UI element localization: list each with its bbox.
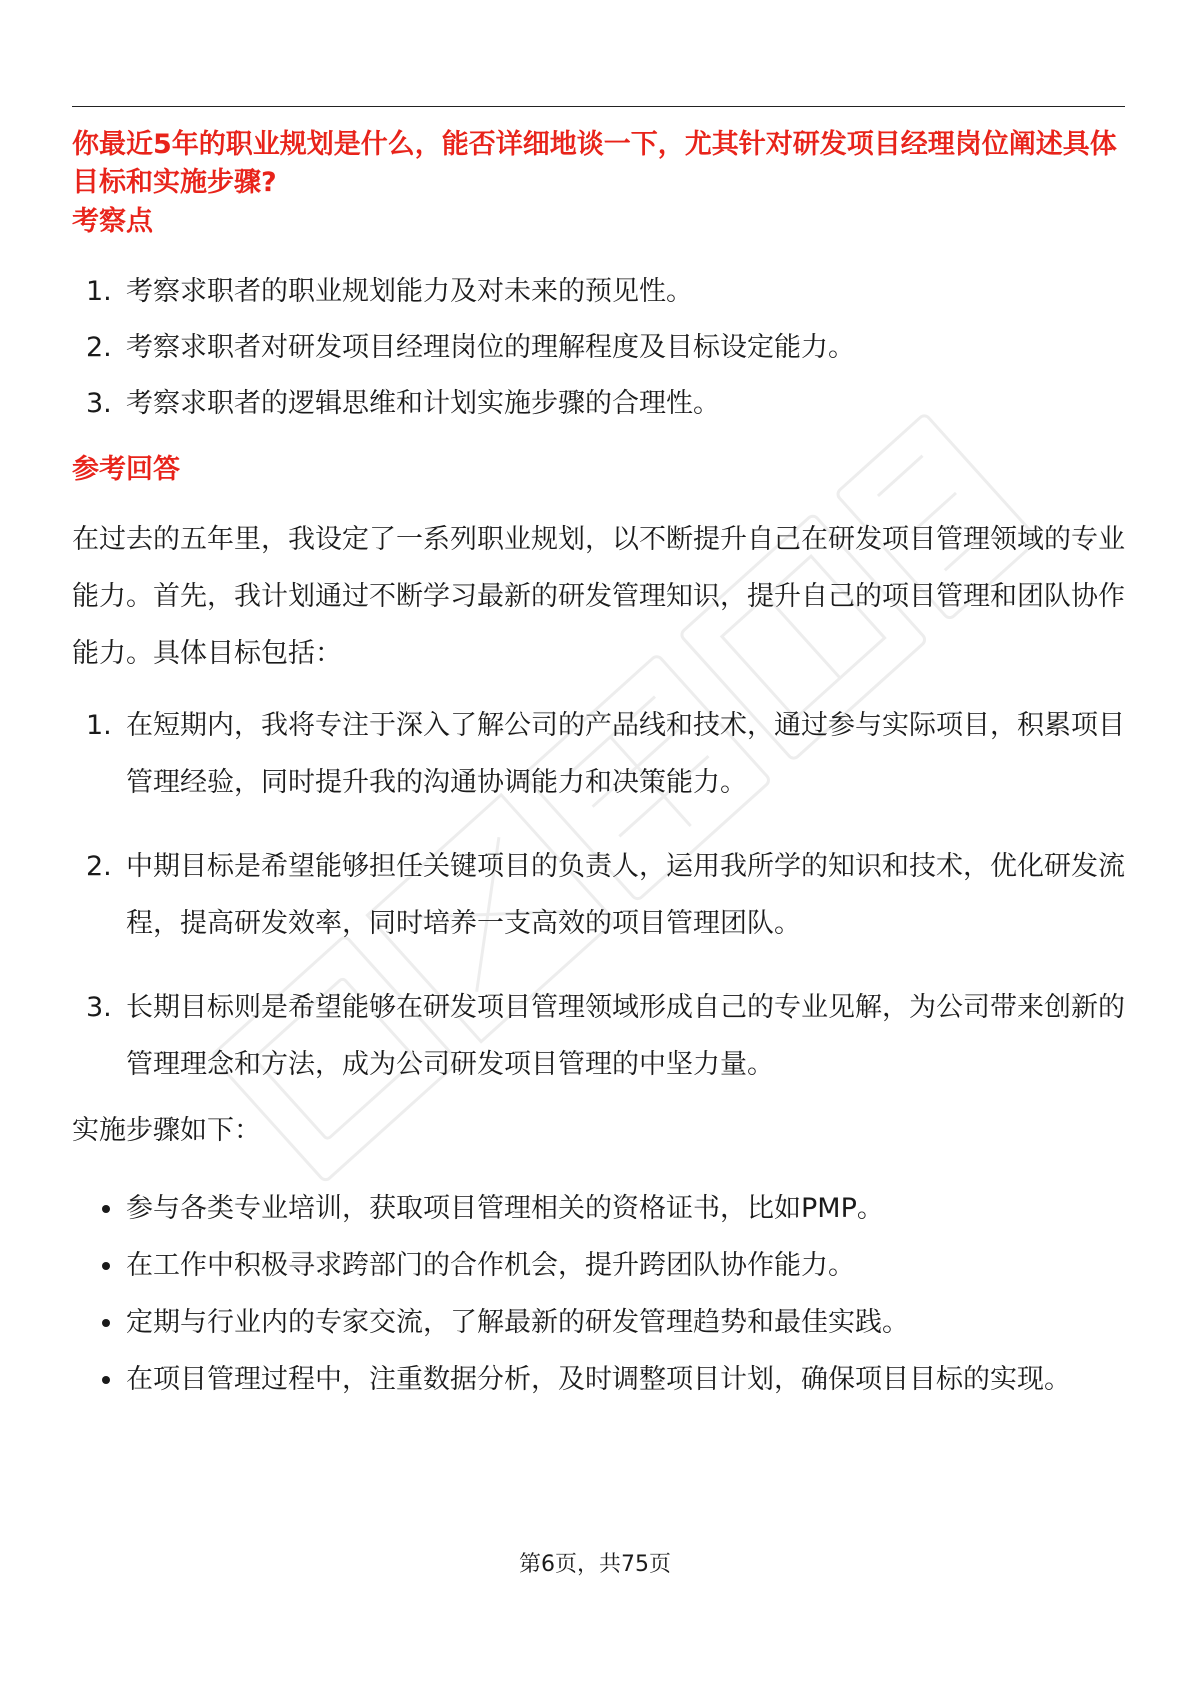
- list-item-number: 2.: [86, 851, 112, 882]
- list-item-number: 3.: [86, 992, 112, 1023]
- assessment-list: [72, 264, 1125, 432]
- list-item: [72, 979, 1125, 1093]
- steps-heading: 实施步骤如下：: [72, 1115, 261, 1146]
- goals-list: [72, 697, 1125, 1093]
- list-item-text: 中期目标是希望能够担任关键项目的负责人，运用我所学的知识和技术，优化研发流程，提高研发效率，同时培养一支高效的项目管理团队。: [126, 851, 1125, 939]
- list-item-text: 参与各类专业培训，获取项目管理相关的资格证书，比如PMP。: [126, 1193, 884, 1224]
- list-item: [72, 1180, 1125, 1237]
- question-title: 你最近5年的职业规划是什么，能否详细地谈一下，尤其针对研发项目经理岗位阐述具体目标和实施步骤?: [72, 129, 1117, 198]
- bullet-icon: [102, 1205, 110, 1213]
- list-item-text: 定期与行业内的专家交流，了解最新的研发管理趋势和最佳实践。: [126, 1307, 909, 1338]
- page-number: 第6页，共75页: [519, 1552, 671, 1577]
- list-item: [72, 1351, 1125, 1408]
- list-item: [72, 838, 1125, 952]
- list-item-text: 考察求职者的逻辑思维和计划实施步骤的合理性。: [126, 388, 720, 419]
- answer-heading: 参考回答: [72, 454, 180, 485]
- list-item-number: 1.: [86, 276, 112, 307]
- list-item-text: 长期目标则是希望能够在研发项目管理领域形成自己的专业见解，为公司带来创新的管理理念和方法，成为公司研发项目管理的中坚力量。: [126, 992, 1125, 1080]
- list-item-text: 考察求职者的职业规划能力及对未来的预见性。: [126, 276, 693, 307]
- bullet-icon: [102, 1376, 110, 1384]
- list-item-text: 在短期内，我将专注于深入了解公司的产品线和技术，通过参与实际项目，积累项目管理经验，同时提升我的沟通协调能力和决策能力。: [126, 710, 1125, 798]
- assessment-heading: 考察点: [72, 206, 153, 237]
- list-item: [72, 1237, 1125, 1294]
- list-item: [72, 376, 1125, 432]
- list-item: [72, 264, 1125, 320]
- bullet-icon: [102, 1262, 110, 1270]
- list-item: [72, 320, 1125, 376]
- list-item: [72, 1294, 1125, 1351]
- list-item-text: 考察求职者对研发项目经理岗位的理解程度及目标设定能力。: [126, 332, 855, 363]
- list-item-number: 3.: [86, 388, 112, 419]
- answer-intro: 在过去的五年里，我设定了一系列职业规划，以不断提升自己在研发项目管理领域的专业能力。首先，我计划通过不断学习最新的研发管理知识，提升自己的项目管理和团队协作能力。具体目标包括：: [72, 524, 1125, 669]
- list-item: [72, 697, 1125, 811]
- list-item-number: 1.: [86, 710, 112, 741]
- list-item-text: 在项目管理过程中，注重数据分析，及时调整项目计划，确保项目目标的实现。: [126, 1364, 1071, 1395]
- list-item-number: 2.: [86, 332, 112, 363]
- bullet-icon: [102, 1319, 110, 1327]
- top-divider: [72, 106, 1125, 107]
- list-item-text: 在工作中积极寻求跨部门的合作机会，提升跨团队协作能力。: [126, 1250, 855, 1281]
- steps-list: [72, 1180, 1125, 1408]
